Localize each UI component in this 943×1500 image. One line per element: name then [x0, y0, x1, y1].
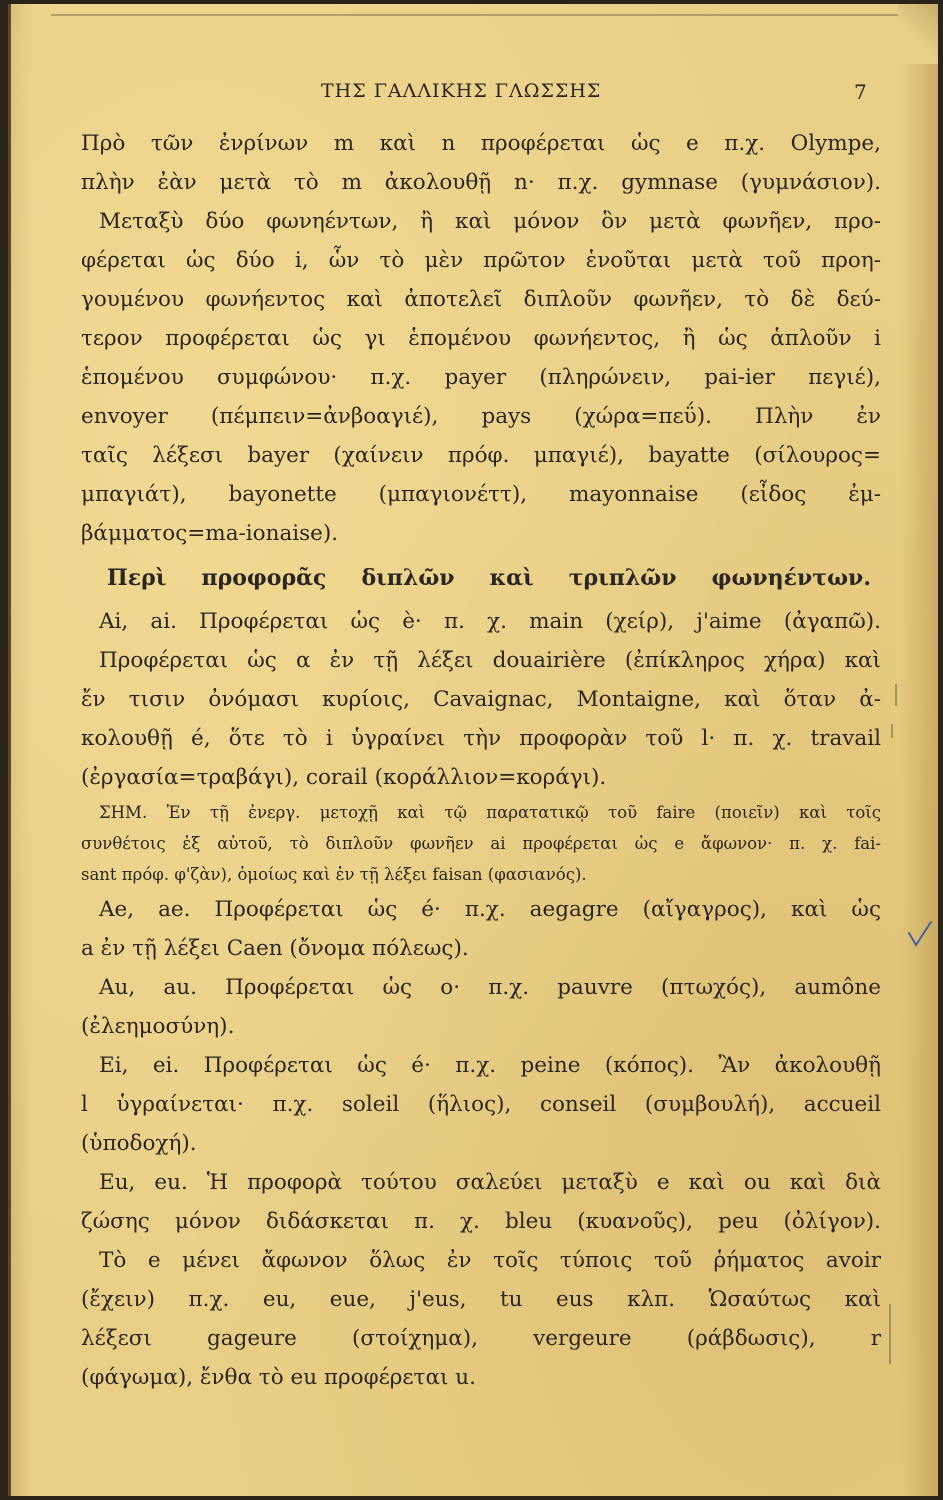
- top-edge-rule: [51, 14, 901, 16]
- book-page: [8, 4, 938, 1496]
- text-line: κολουθῇ é, ὅτε τὸ i ὑγραίνει τὴν προφορὰν τοῦ l· π. χ. travail: [81, 726, 881, 751]
- text-line: Προφέρεται ὡς α ἐν τῇ λέξει douairière (ἐπίκληρος χήρα) καὶ: [99, 648, 881, 673]
- text-line: ἔν τισιν ὀνόμασι κυρίοις, Cavaignac, Montaigne, καὶ ὅταν ἀ-: [81, 687, 881, 712]
- body-text: [81, 124, 881, 1397]
- text-line: μπαγιάτ), bayonette (μπαγιονέττ), mayonnaise (εἶδος ἐμ-: [81, 482, 881, 507]
- margin-mark: [889, 1304, 891, 1364]
- text-line: l ὑγραίνεται· π.χ. soleil (ἥλιος), conseil (συμβουλή), accueil: [81, 1092, 881, 1117]
- text-line: Τὸ e μένει ἄφωνον ὅλως ἐν τοῖς τύποις τοῦ ῥήματος avoir: [99, 1248, 881, 1273]
- text-line: Ae, ae. Προφέρεται ὡς é· π.χ. aegagre (αἴγαγρος), καὶ ὡς: [99, 897, 881, 922]
- text-line: ταῖς λέξεσι bayer (χαίνειν πρόφ. μπαγιέ), bayatte (σίλουρος=: [81, 443, 881, 468]
- au-section: [81, 968, 881, 1046]
- text-line: ἑπομένου συμφώνου· π.χ. payer (πληρώνειν, pai-ier πεγιέ),: [81, 365, 881, 390]
- text-line: (ἐργασία=τραβάγι), corail (κοράλλιον=κοράγι).: [81, 765, 607, 790]
- text-line: Au, au. Προφέρεται ὡς o· π.χ. pauvre (πτωχός), aumône: [99, 975, 881, 1000]
- text-line: (ἐλεημοσύνη).: [81, 1014, 235, 1039]
- margin-mark: [891, 724, 893, 738]
- text-line: (φάγωμα), ἔνθα τὸ eu προφέρεται u.: [81, 1365, 476, 1390]
- text-line: φέρεται ὡς δύο i, ὧν τὸ μὲν πρῶτον ἑνοῦται μετὰ τοῦ προη-: [81, 248, 881, 273]
- margin-mark: [895, 684, 897, 706]
- running-head: [11, 80, 938, 110]
- text-line: Μεταξὺ δύο φωνηέντων, ἢ καὶ μόνον ὃν μετὰ φωνῆεν, προ-: [99, 209, 881, 234]
- text-line: Ai, ai. Προφέρεται ὡς è· π. χ. main (χείρ), j'aime (ἀγαπῶ).: [99, 609, 881, 634]
- text-line: envoyer (πέμπειν=ἀνβοαγιέ), pays (χώρα=πεΰ). Πλὴν ἐν: [81, 404, 881, 429]
- paragraph-2: [81, 202, 881, 553]
- paragraph-1: [81, 124, 881, 202]
- text-line: (ἔχειν) π.χ. eu, eue, j'eus, tu eus κλπ. Ὡσαύτως καὶ: [81, 1287, 881, 1312]
- text-line: ζώσης μόνον διδάσκεται π. χ. bleu (κυανοῦς), peu (ὀλίγον).: [81, 1209, 881, 1234]
- text-line: (ὑποδοχή).: [81, 1131, 197, 1156]
- note-line: συνθέτοις ἐξ αὐτοῦ, τὸ διπλοῦν φωνῆεν ai προφέρεται ὡς e ἄφωνον· π. χ. fai-: [81, 834, 881, 853]
- ai-section: [81, 602, 881, 797]
- text-line: a ἐν τῇ λέξει Caen (ὄνομα πόλεως).: [81, 936, 469, 961]
- text-line: τερον προφέρεται ὡς γι ἑπομένου φωνήεντος, ἢ ὡς ἁπλοῦν i: [81, 326, 881, 351]
- text-line: Ei, ei. Προφέρεται ὡς é· π.χ. peine (κόπος). Ἂν ἀκολουθῇ: [99, 1053, 881, 1078]
- text-line: βάμματος=ma-ionaise).: [81, 521, 339, 546]
- text-line: γουμένου φωνήεντος καὶ ἀποτελεῖ διπλοῦν φωνῆεν, τὸ δὲ δεύ-: [81, 287, 881, 312]
- ae-section: [81, 890, 881, 968]
- note-line: ΣΗΜ. Ἐν τῇ ἐνεργ. μετοχῇ καὶ τῷ παρατατικῷ τοῦ faire (ποιεῖν) καὶ τοῖς: [99, 803, 881, 822]
- pencil-check-mark: [906, 919, 934, 949]
- page-corner-fold: [898, 4, 938, 64]
- eu-section: [81, 1163, 881, 1397]
- text-line: πλὴν ἐὰν μετὰ τὸ m ἀκολουθῇ n· π.χ. gymnase (γυμνάσιον).: [81, 170, 881, 195]
- page-number: 7: [854, 80, 867, 104]
- text-line: Πρὸ τῶν ἐνρίνων m καὶ n προφέρεται ὡς e π.χ. Olympe,: [81, 131, 881, 156]
- note-block: [81, 797, 881, 890]
- ei-section: [81, 1046, 881, 1163]
- running-title: ΤΗΣ ΓΑΛΛΙΚΗΣ ΓΛΩΣΣΗΣ: [321, 80, 602, 102]
- text-line: λέξεσι gageure (στοίχημα), vergeure (ράβδωσις), r: [81, 1326, 881, 1351]
- section-heading: Περὶ προφορᾶς διπλῶν καὶ τριπλῶν φωνηέντων.: [107, 565, 871, 591]
- text-line: Eu, eu. Ἡ προφορὰ τούτου σαλεύει μεταξὺ e καὶ ou καὶ διὰ: [99, 1170, 881, 1195]
- note-line: sant πρόφ. φ'ζὰν), ὁμοίως καὶ ἐν τῇ λέξει faisan (φασιανός).: [81, 865, 587, 884]
